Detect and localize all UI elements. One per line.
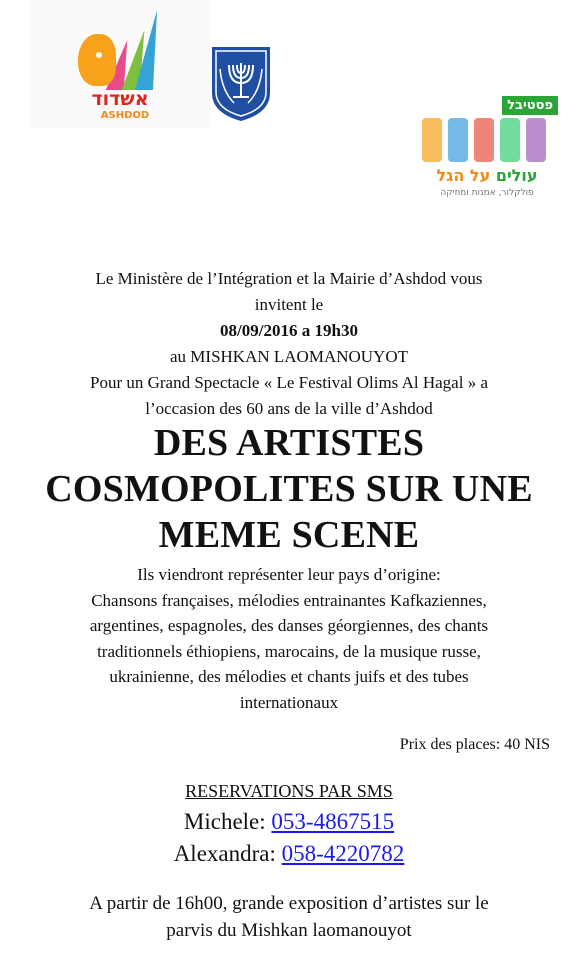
exhibition-text (0, 890, 578, 944)
intro-line: l’occasion des 60 ans de la ville d’Ashdod (145, 399, 433, 418)
ashdod-logo (30, 0, 210, 128)
contact-name: Alexandra: (173, 841, 282, 866)
description-line: internationaux (239, 692, 339, 712)
description-line: traditionnels éthiopiens, marocains, de la musique russe, (97, 641, 481, 661)
description-line: argentines, espagnoles, des danses géorgiennes, des chants (89, 616, 489, 635)
description-line: Chansons françaises, mélodies entrainantes Kafkaziennes, (91, 590, 487, 610)
festival-letters-graphic (422, 118, 554, 164)
reservations-title: RESERVATIONS PAR SMS (185, 781, 393, 801)
phone-link[interactable]: 053-4867515 (271, 809, 395, 834)
exhibition-line: A partir de 16h00, grande exposition d’artistes sur le (89, 893, 489, 914)
headline (0, 420, 578, 558)
headline-line: COSMOPOLITES SUR UNE (45, 468, 533, 510)
ashdod-latin-wordmark: ASHDOD (100, 110, 150, 121)
exhibition-line: parvis du Mishkan laomanouyot (166, 920, 412, 941)
intro-line: Le Ministère de l’Intégration et la Mairie d’Ashdod vous (95, 269, 483, 288)
festival-title-orange: על הגל (436, 166, 491, 185)
contact-row (0, 806, 578, 838)
festival-title-green: עולים (495, 166, 538, 185)
intro-line: invitent le (254, 295, 324, 314)
menorah-emblem-icon (208, 45, 274, 123)
headline-line: MEME SCENE (158, 514, 420, 556)
festival-logo (416, 96, 558, 206)
festival-subtitle: פולקלור, אמנות ומוזיקה (440, 188, 534, 198)
venue-line: au MISHKAN LAOMANOUYOT (170, 347, 408, 366)
description (0, 562, 578, 715)
festival-title (416, 166, 558, 185)
description-line: Ils viendront représenter leur pays d’origine: (137, 565, 441, 584)
description-line: ukrainienne, des mélodies et chants juifs et des tubes (109, 667, 469, 686)
intro-text (0, 266, 578, 422)
intro-line: Pour un Grand Spectacle « Le Festival Olims Al Hagal » a (90, 373, 488, 392)
festival-tag: פסטיבל (502, 96, 558, 115)
phone-link[interactable]: 058-4220782 (281, 841, 405, 866)
contact-row (0, 838, 578, 870)
headline-line: DES ARTISTES (153, 422, 425, 464)
reservations-contacts (0, 806, 578, 870)
contact-name: Michele: (183, 809, 272, 834)
event-date: 08/09/2016 a 19h30 (220, 321, 358, 340)
ticket-price: Prix des places: 40 NIS (399, 736, 550, 753)
lion-icon (78, 34, 116, 86)
ashdod-hebrew-wordmark: אשדוד (91, 88, 149, 110)
